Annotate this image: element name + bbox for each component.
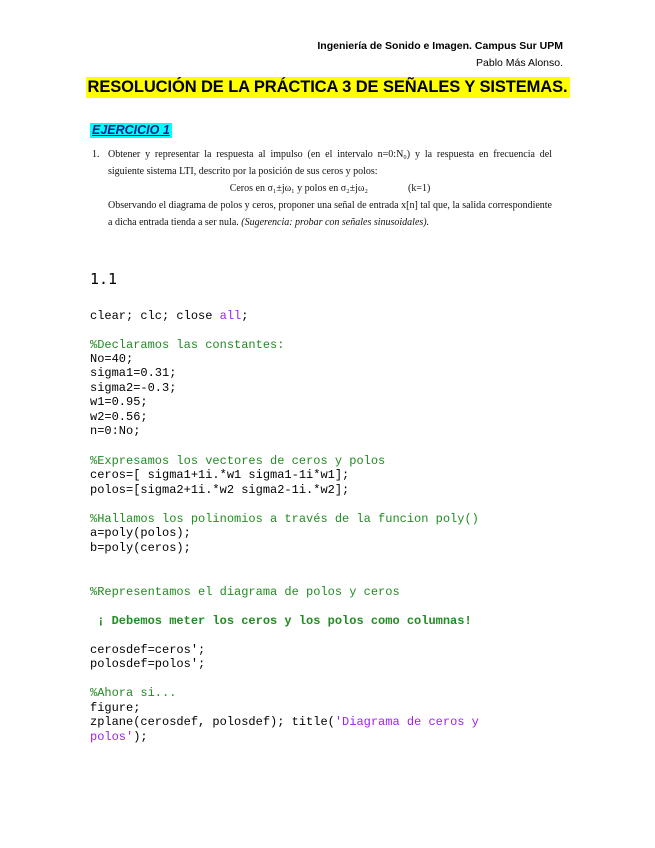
code-line: polos=[sigma2+1i.*w2 sigma2-1i.*w2]; — [90, 483, 350, 497]
code-line: sigma1=0.31; — [90, 366, 177, 380]
code-line: w1=0.95; — [90, 395, 148, 409]
title-container — [0, 77, 655, 98]
item-text: Obtener y representar la respuesta al impulso (en el intervalo n=0:N₀) y la respuesta en frecuencia del siguiente sistema LTI, descrito por la posición de sus ceros y polos: — [108, 149, 552, 177]
code-line: polosdef=polos'; — [90, 657, 206, 671]
code-text: ); — [133, 730, 148, 744]
paragraph-text: Observando el diagrama de polos y ceros, proponer una señal de entrada x[n] tal que, la salida correspondiente a dicha entrada tienda a ser nula. — [108, 200, 552, 228]
code-line: sigma2=-0.3; — [90, 381, 177, 395]
paragraph-hint: (Sugerencia: probar con señales sinusoidales). — [241, 217, 430, 228]
formula-line — [92, 180, 552, 197]
code-keyword: all — [219, 309, 242, 323]
document-title: RESOLUCIÓN DE LA PRÁCTICA 3 DE SEÑALES Y SISTEMAS. — [87, 78, 568, 96]
exercise-statement — [92, 146, 552, 231]
exercise-heading: EJERCICIO 1 — [92, 123, 170, 137]
formula-text: Ceros en σ₁±jω₁ y polos en σ₂±jω₂ — [229, 183, 368, 194]
code-line: cerosdef=ceros'; — [90, 643, 206, 657]
code-bold-note: ¡ Debemos meter los ceros y los polos como columnas! — [90, 614, 472, 628]
code-line: figure; — [90, 701, 141, 715]
item-number: 1. — [92, 149, 100, 160]
code-line: ceros=[ sigma1+1i.*w1 sigma1-1i*w1]; — [90, 468, 350, 482]
statement-paragraph — [92, 197, 552, 231]
code-line: b=poly(ceros); — [90, 541, 191, 555]
code-line — [90, 309, 248, 324]
institution-text: Ingeniería de Sonido e Imagen. Campus Sur UPM — [317, 40, 563, 52]
code-string: 'Diagrama de ceros y — [334, 715, 479, 729]
code-string: polos' — [90, 730, 134, 744]
code-line: No=40; — [90, 352, 134, 366]
code-text: ; — [241, 309, 249, 323]
code-line: n=0:No; — [90, 424, 141, 438]
author-text: Pablo Más Alonso. — [476, 57, 563, 69]
code-comment: %Ahora si... — [90, 686, 177, 700]
formula-k: (k=1) — [408, 183, 431, 194]
code-text: zplane(cerosdef, polosdef); title( — [90, 715, 335, 729]
section-heading: 1.1 — [90, 270, 118, 288]
code-text: clear; clc; close — [90, 309, 220, 323]
code-line — [90, 730, 148, 745]
code-comment: %Representamos el diagrama de polos y ceros — [90, 585, 400, 599]
code-line: w2=0.56; — [90, 410, 148, 424]
statement-item — [92, 146, 552, 180]
page-header — [317, 38, 563, 72]
code-comment: %Declaramos las constantes: — [90, 338, 285, 352]
code-comment: %Hallamos los polinomios a través de la funcion poly() — [90, 512, 479, 526]
code-line: a=poly(polos); — [90, 526, 191, 540]
code-line — [90, 715, 479, 730]
code-comment: %Expresamos los vectores de ceros y polos — [90, 454, 386, 468]
